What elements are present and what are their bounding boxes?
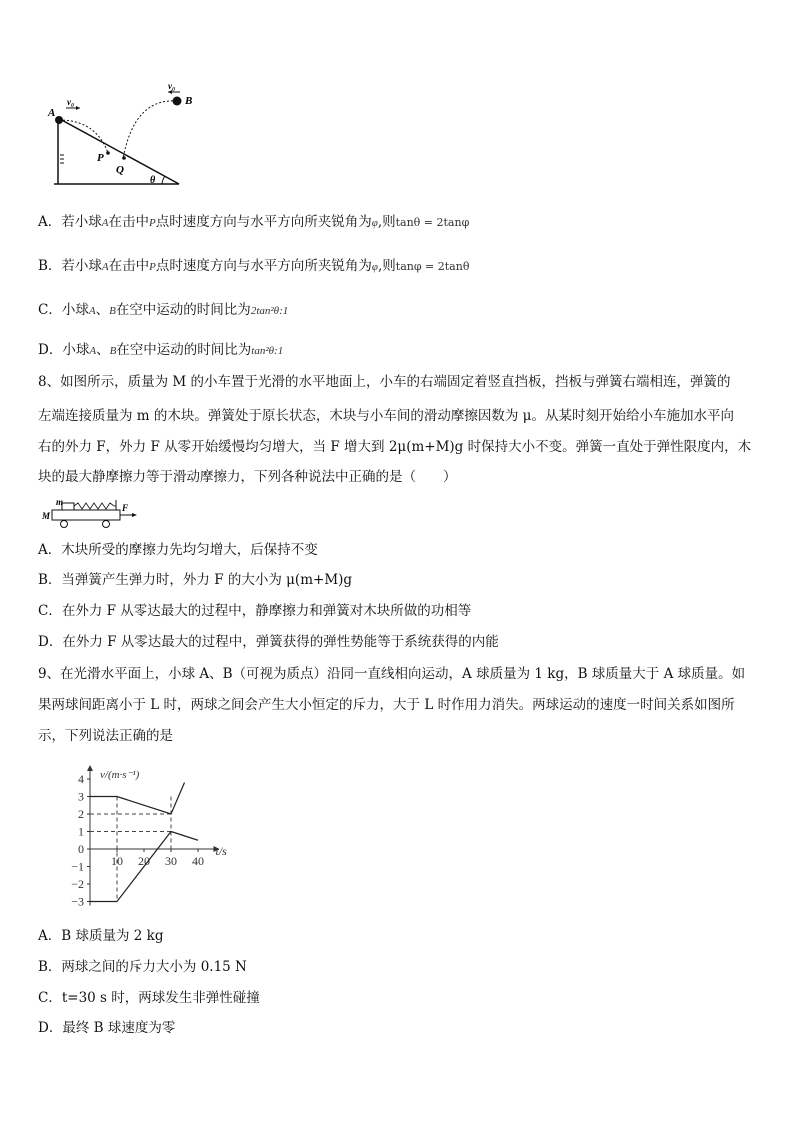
series-line-2 (117, 832, 198, 902)
q8-line-1: 8、如图所示，质量为 M 的小车置于光滑的水平地面上，小车的右端固定着竖直挡板，挡板与弹簧右端相连，弹簧的 (38, 374, 731, 390)
x-tick-label: 30 (165, 854, 177, 868)
incline-figure (44, 80, 214, 190)
label-P: P (97, 152, 104, 164)
y-tick-label: 3 (78, 789, 84, 804)
q9-option-d: D．最终 B 球速度为零 (38, 1020, 176, 1036)
y-tick-label: 4 (78, 772, 84, 786)
y-tick-label: 1 (78, 824, 84, 839)
q7-option-b: B．若小球A在击中P点时速度方向与水平方向所夹锐角为φ,则tanφ = 2tanθ (38, 258, 470, 274)
q9-line-1: 9、在光滑水平面上，小球 A、B（可视为质点）沿同一直线相向运动，A 球质量为 1 kg，B 球质量大于 A 球质量。如 (38, 666, 746, 682)
x-axis-label: t/s (215, 844, 227, 858)
q9-option-a: A．B 球质量为 2 kg (38, 928, 164, 944)
label-B: B (185, 95, 193, 107)
q8-line-4: 块的最大静摩擦力等于滑动摩擦力，下列各种说法中正确的是（ ） (38, 469, 457, 485)
q7-option-a: A．若小球A在击中P点时速度方向与水平方向所夹锐角为φ,则tanθ = 2tanφ (38, 214, 470, 230)
cart-figure (40, 496, 140, 530)
y-tick-label: −2 (71, 877, 84, 891)
label-Q: Q (116, 164, 124, 176)
y-tick-label: 2 (78, 807, 84, 821)
cart-label-m: m (56, 497, 64, 507)
q8-option-a: A．木块所受的摩擦力先均匀增大，后保持不变 (38, 542, 318, 558)
q8-option-c: C．在外力 F 从零达最大的过程中，静摩擦力和弹簧对木块所做的功相等 (38, 603, 472, 619)
label-v0-left: v₀ (67, 97, 75, 107)
y-tick-label: −1 (71, 859, 84, 874)
label-A: A (48, 107, 56, 119)
q9-option-b: B．两球之间的斥力大小为 0.15 N (38, 959, 247, 975)
label-theta: θ (150, 175, 156, 186)
x-tick-label: 10 (111, 854, 123, 868)
q7-option-d: D．小球A、B在空中运动的时间比为tan²θ:1 (38, 342, 284, 358)
x-tick-label: 20 (138, 854, 150, 868)
y-axis-arrow (87, 765, 93, 771)
q8-option-b: B．当弹簧产生弹力时，外力 F 的大小为 μ(m+M)g (38, 572, 353, 588)
y-axis-label: v/(m·s⁻¹) (100, 769, 140, 781)
y-tick-label: 0 (78, 842, 84, 856)
cart-label-F: F (122, 503, 129, 513)
cart-label-M: M (42, 511, 51, 521)
label-v0-right: v₀ (168, 81, 176, 91)
x-tick-label: 40 (192, 854, 204, 868)
q9-line-3: 示，下列说法正确的是 (38, 728, 173, 744)
y-tick-label: −3 (71, 894, 84, 909)
q7-option-c: C．小球A、B在空中运动的时间比为2tan²θ:1 (38, 302, 289, 318)
q8-line-3: 右的外力 F，外力 F 从零开始缓慢均匀增大，当 F 增大到 2μ(m+M)g 时保持大小不变。弹簧一直处于弹性限度内，木 (38, 439, 752, 455)
q8-option-d: D．在外力 F 从零达最大的过程中，弹簧获得的弹性势能等于系统获得的内能 (38, 634, 499, 650)
series-line-1 (90, 783, 185, 815)
q8-line-2: 左端连接质量为 m 的木块。弹簧处于原长状态，木块与小车间的滑动摩擦因数为 μ。从某时刻开始给小车施加水平向 (38, 408, 734, 424)
velocity-time-chart (44, 758, 227, 910)
q9-line-2: 果两球间距离小于 L 时，两球之间会产生大小恒定的斥力，大于 L 时作用力消失。两球运动的速度一时间关系如图所 (38, 697, 735, 713)
q9-option-c: C．t=30 s 时，两球发生非弹性碰撞 (38, 990, 260, 1006)
